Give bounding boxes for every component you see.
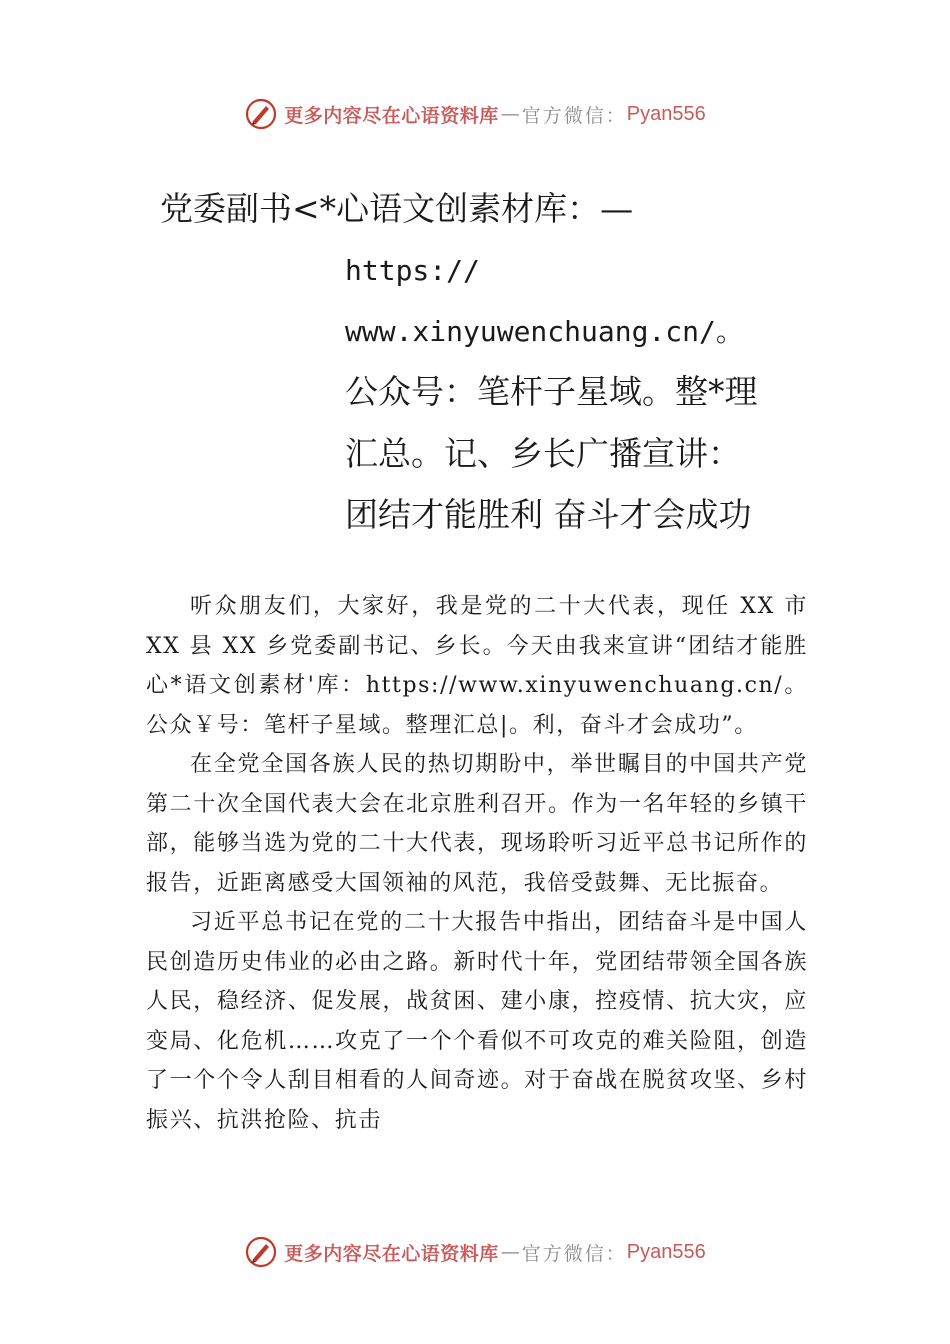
title-line-1: 党委副书<*心语文创素材库：— bbox=[160, 189, 634, 228]
title-line-6: 团结才能胜利 奋斗才会成功 bbox=[345, 495, 752, 534]
pen-logo-icon bbox=[244, 1235, 278, 1269]
title-line-2: https:// bbox=[345, 254, 480, 287]
document-body bbox=[146, 587, 808, 1140]
banner-separator: — bbox=[500, 103, 520, 125]
paragraph: 在全党全国各族人民的热切期盼中，举世瞩目的中国共产党第二十次全国代表大会在北京胜利召开。作为一名年轻的乡镇干部，能够当选为党的二十大代表，现场聆听习近平总书记所作的报告，近距离感受大国领袖的风范，我倍受鼓舞、无比振奋。 bbox=[146, 752, 808, 896]
banner-separator: — bbox=[500, 1241, 520, 1263]
header-banner bbox=[0, 94, 950, 134]
banner-wechat-id: Pyan556 bbox=[626, 102, 706, 125]
title-line-5: 汇总。记、乡长广播宣讲： bbox=[345, 434, 741, 473]
banner-wechat-label: 官方微信： bbox=[521, 1242, 627, 1265]
title-line-4: 公众号：笔杆子星域。整*理 bbox=[345, 372, 758, 411]
banner-wechat-id: Pyan556 bbox=[626, 1240, 706, 1263]
title-line-3: www.xinyuwenchuang.cn/。 bbox=[345, 315, 744, 348]
banner-main-text: 更多内容尽在心语资料库 bbox=[284, 1242, 499, 1265]
banner-main-text: 更多内容尽在心语资料库 bbox=[284, 104, 499, 127]
footer-banner bbox=[0, 1232, 950, 1272]
pen-logo-icon bbox=[244, 97, 278, 131]
paragraph: 听众朋友们，大家好，我是党的二十大代表，现任 XX 市 XX 县 XX 乡党委副书记、乡长。今天由我来宣讲“团结才能胜心*语文创素材'库：https://www.xinyuwenchuang.cn/。公众￥号：笔杆子星域。整理汇总|。利，奋斗才会成功”。 bbox=[146, 594, 808, 738]
paragraph: 习近平总书记在党的二十大报告中指出，团结奋斗是中国人民创造历史伟业的必由之路。新时代十年，党团结带领全国各族人民，稳经济、促发展，战贫困、建小康，控疫情、抗大灾，应变局、化危机……攻克了一个个看似不可攻克的难关险阻，创造了一个个令人刮目相看的人间奇迹。对于奋战在脱贫攻坚、乡村振兴、抗洪抢险、抗击 bbox=[146, 910, 808, 1133]
banner-wechat-label: 官方微信： bbox=[521, 104, 627, 127]
